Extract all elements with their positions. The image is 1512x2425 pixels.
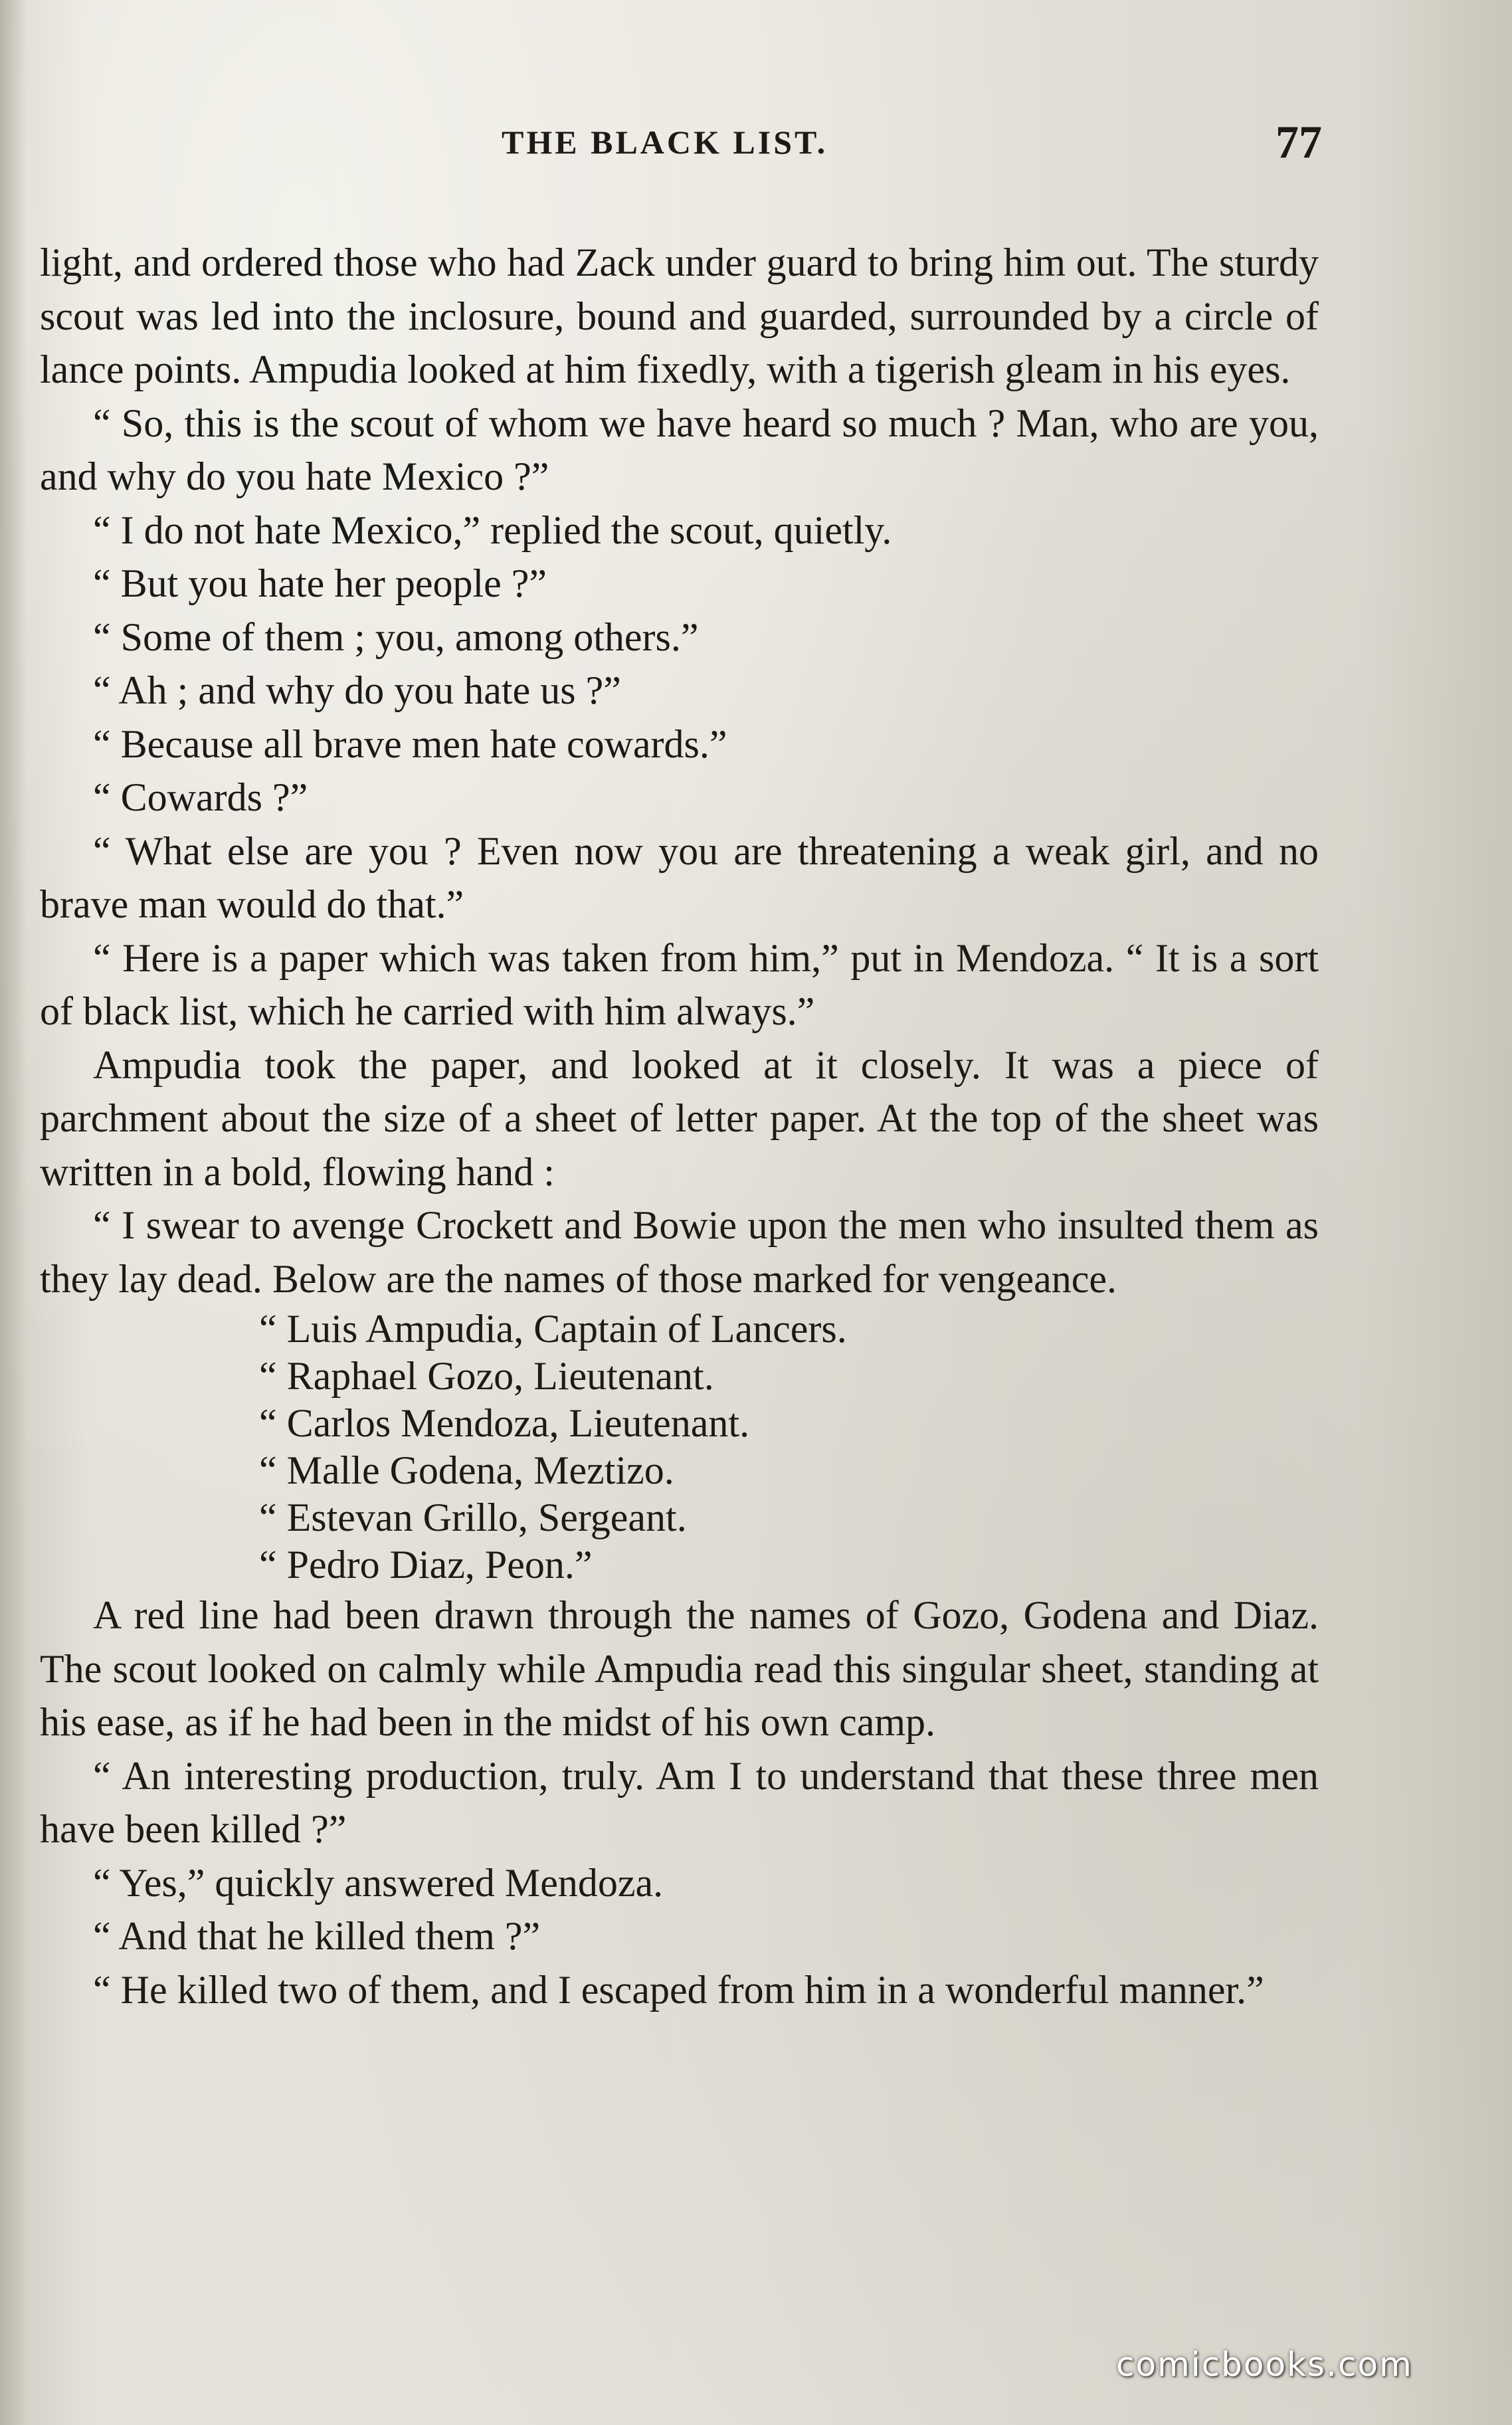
running-title: THE BLACK LIST. xyxy=(502,124,828,161)
list-item: “ Luis Ampudia, Captain of Lancers. xyxy=(259,1307,847,1351)
paragraph: “ Here is a paper which was taken from him,” put in Mendoza. “ It is a sort of black list, which he carried with him always.” xyxy=(40,935,1319,1033)
paragraph: Ampudia took the paper, and looked at it closely. It was a piece of parchment about the size of a sheet of letter paper. At the top of the sheet was written in a bold, flowing hand : xyxy=(40,1042,1319,1194)
paragraph: “ Cowards ?” xyxy=(93,775,308,819)
paragraph: “ Some of them ; you, among others.” xyxy=(93,615,699,659)
paragraph: A red line had been drawn through the names of Gozo, Godena and Diaz. The scout looked on calmly while Ampudia read this singular sheet, standing at his ease, as if he had been in the midst of his own camp. xyxy=(40,1593,1319,1744)
list-item: “ Malle Godena, Meztizo. xyxy=(259,1448,674,1492)
paragraph: “ I swear to avenge Crockett and Bowie upon the men who insulted them as they lay dead. Below are the names of those marked for vengeance. xyxy=(40,1203,1319,1301)
paragraph: “ Ah ; and why do you hate us ?” xyxy=(93,668,621,712)
paragraph: “ He killed two of them, and I escaped from him in a wonderful manner.” xyxy=(93,1967,1264,2012)
watermark: comicbooks.com xyxy=(1116,2345,1413,2384)
list-item: “ Carlos Mendoza, Lieutenant. xyxy=(259,1401,750,1445)
page-edge-shadow xyxy=(0,0,27,2425)
paragraph: “ But you hate her people ?” xyxy=(93,561,547,605)
paragraph: “ I do not hate Mexico,” replied the scout, quietly. xyxy=(93,508,892,552)
black-list-names xyxy=(259,1306,1319,1589)
list-item: “ Estevan Grillo, Sergeant. xyxy=(259,1496,687,1539)
body-text xyxy=(40,236,1319,2016)
paragraph: “ And that he killed them ?” xyxy=(93,1914,541,1958)
paragraph: “ Because all brave men hate cowards.” xyxy=(93,722,727,766)
paragraph: “ So, this is the scout of whom we have heard so much ? Man, who are you, and why do you hate Mexico ?” xyxy=(40,401,1319,498)
list-item: “ Pedro Diaz, Peon.” xyxy=(259,1543,593,1587)
page-number: 77 xyxy=(1276,117,1322,168)
paragraph: light, and ordered those who had Zack under guard to bring him out. The sturdy scout was led into the inclosure, bound and guarded, surrounded by a circle of lance points. Ampudia looked at him fixedly, with a tigerish gleam in his eyes. xyxy=(40,241,1319,391)
list-item: “ Raphael Gozo, Lieutenant. xyxy=(259,1354,714,1398)
paragraph: “ What else are you ? Even now you are threatening a weak girl, and no brave man would do that.” xyxy=(40,828,1319,926)
paragraph: “ An interesting production, truly. Am I to understand that these three men have been killed ?” xyxy=(40,1753,1319,1851)
paragraph: “ Yes,” quickly answered Mendoza. xyxy=(93,1860,664,1905)
page-header xyxy=(0,117,1512,169)
